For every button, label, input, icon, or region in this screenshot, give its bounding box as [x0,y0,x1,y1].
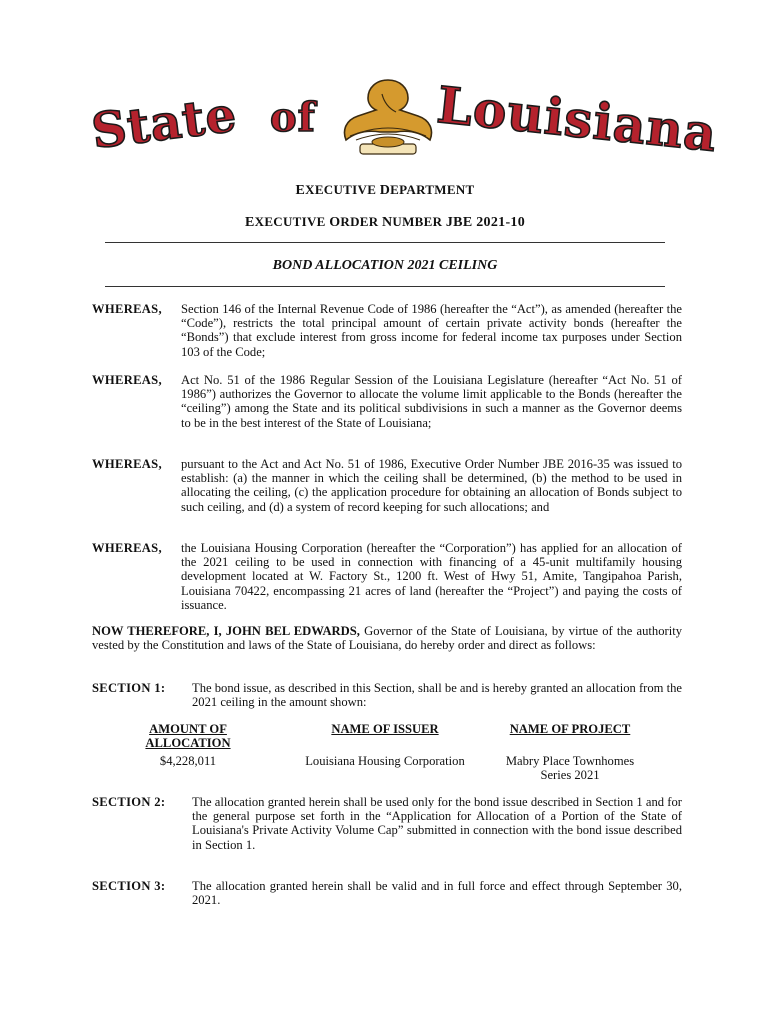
section-2 [92,795,682,852]
whereas-clause [92,302,682,359]
seal-graphic [345,80,432,154]
amount-column [118,722,258,768]
section-text: The bond issue, as described in this Section, shall be and is hereby granted an allocation from the 2021 ceiling in the amount shown: [192,681,682,710]
section-text: The allocation granted herein shall be used only for the bond issue described in Section 1 and for the general purpose set forth in the “Application for Allocation of a Portion of the State of Louisiana's Private Activity Volume Cap” submitted in connection with the bond issue described in Section 1. [192,795,682,852]
now-therefore-lead: NOW THEREFORE, I, JOHN BEL EDWARDS, [92,624,360,638]
whereas-clause [92,373,682,430]
now-therefore-clause [92,624,682,652]
table-cell: Louisiana Housing Corporation [305,754,465,768]
issuer-column [305,722,465,768]
whereas-label: WHEREAS, [92,541,162,555]
letterhead-word-state: State [88,86,241,160]
section-1 [92,681,682,709]
whereas-text: Act No. 51 of the 1986 Regular Session of the Louisiana Legislature (hereafter “Act No. 51 of 1986”) authorizes the Governor to allocate the volume limit applicable to the Bonds (hereafter the “ceiling”) among the State and its political subdivisions in such a manner as the Governor deems to be in the best interest of the State of Louisiana; [181,373,682,430]
section-label: SECTION 3: [92,879,166,893]
divider-line [105,242,665,243]
section-label: SECTION 1: [92,681,166,695]
whereas-text: Section 146 of the Internal Revenue Code of 1986 (hereafter the “Act”), as amended (hereafter the “Code”), restricts the total principal amount of certain private activity bonds (hereafter the “Bonds”) that exclude interest from gross income for federal income tax purposes under Section 103 of the Code; [181,302,682,359]
whereas-label: WHEREAS, [92,457,162,471]
section-text: The allocation granted herein shall be valid and in full force and effect through September 30, 2021. [192,879,682,908]
letterhead-word-louisiana: Louisiana [434,75,721,164]
table-header: AMOUNT OF ALLOCATION [145,722,231,750]
department-heading: EXECUTIVE DEPARTMENT [295,182,475,198]
whereas-label: WHEREAS, [92,302,162,316]
section-3 [92,879,682,907]
whereas-text: pursuant to the Act and Act No. 51 of 1986, Executive Order Number JBE 2016-35 was issued to establish: (a) the manner in which the ceiling shall be determined, (b) the method to be used in allocating the ceiling, (c) the application procedure for obtaining an allocation of Bonds subject to such ceiling, and (d) a system of record keeping for such allocations; and [181,457,682,514]
table-cell: $4,228,011 [159,754,217,768]
now-therefore-text: Governor of the State of Louisiana, by virtue of the authority vested by the Constitution and laws of the State of Louisiana, do hereby order and direct as follows: [92,624,682,653]
whereas-clause [92,457,682,514]
divider-line [105,286,665,287]
order-title: BOND ALLOCATION 2021 CEILING [272,258,498,273]
whereas-clause [92,541,682,612]
table-cell: Mabry Place Townhomes Series 2021 [505,754,635,782]
section-label: SECTION 2: [92,795,166,809]
whereas-label: WHEREAS, [92,373,162,387]
letterhead-word-of: of [270,94,316,141]
table-header: NAME OF PROJECT [509,722,631,736]
table-header: NAME OF ISSUER [331,722,439,736]
project-column [490,722,650,782]
pelican-seal-icon [338,74,438,164]
state-of-louisiana-letterhead [88,70,721,170]
whereas-text: the Louisiana Housing Corporation (hereafter the “Corporation”) has applied for an allocation of the 2021 ceiling to be used in connection with financing of a 45-unit multifamily housing development located at W. Factory St., 1200 ft. West of Hwy 51, Amite, Tangipahoa Parish, Louisiana 70422, encompassing 21 acres of land (hereafter the “Project”) and paying the costs of issuance. [181,541,682,612]
order-number-heading: EXECUTIVE ORDER NUMBER JBE 2021-10 [244,214,526,230]
